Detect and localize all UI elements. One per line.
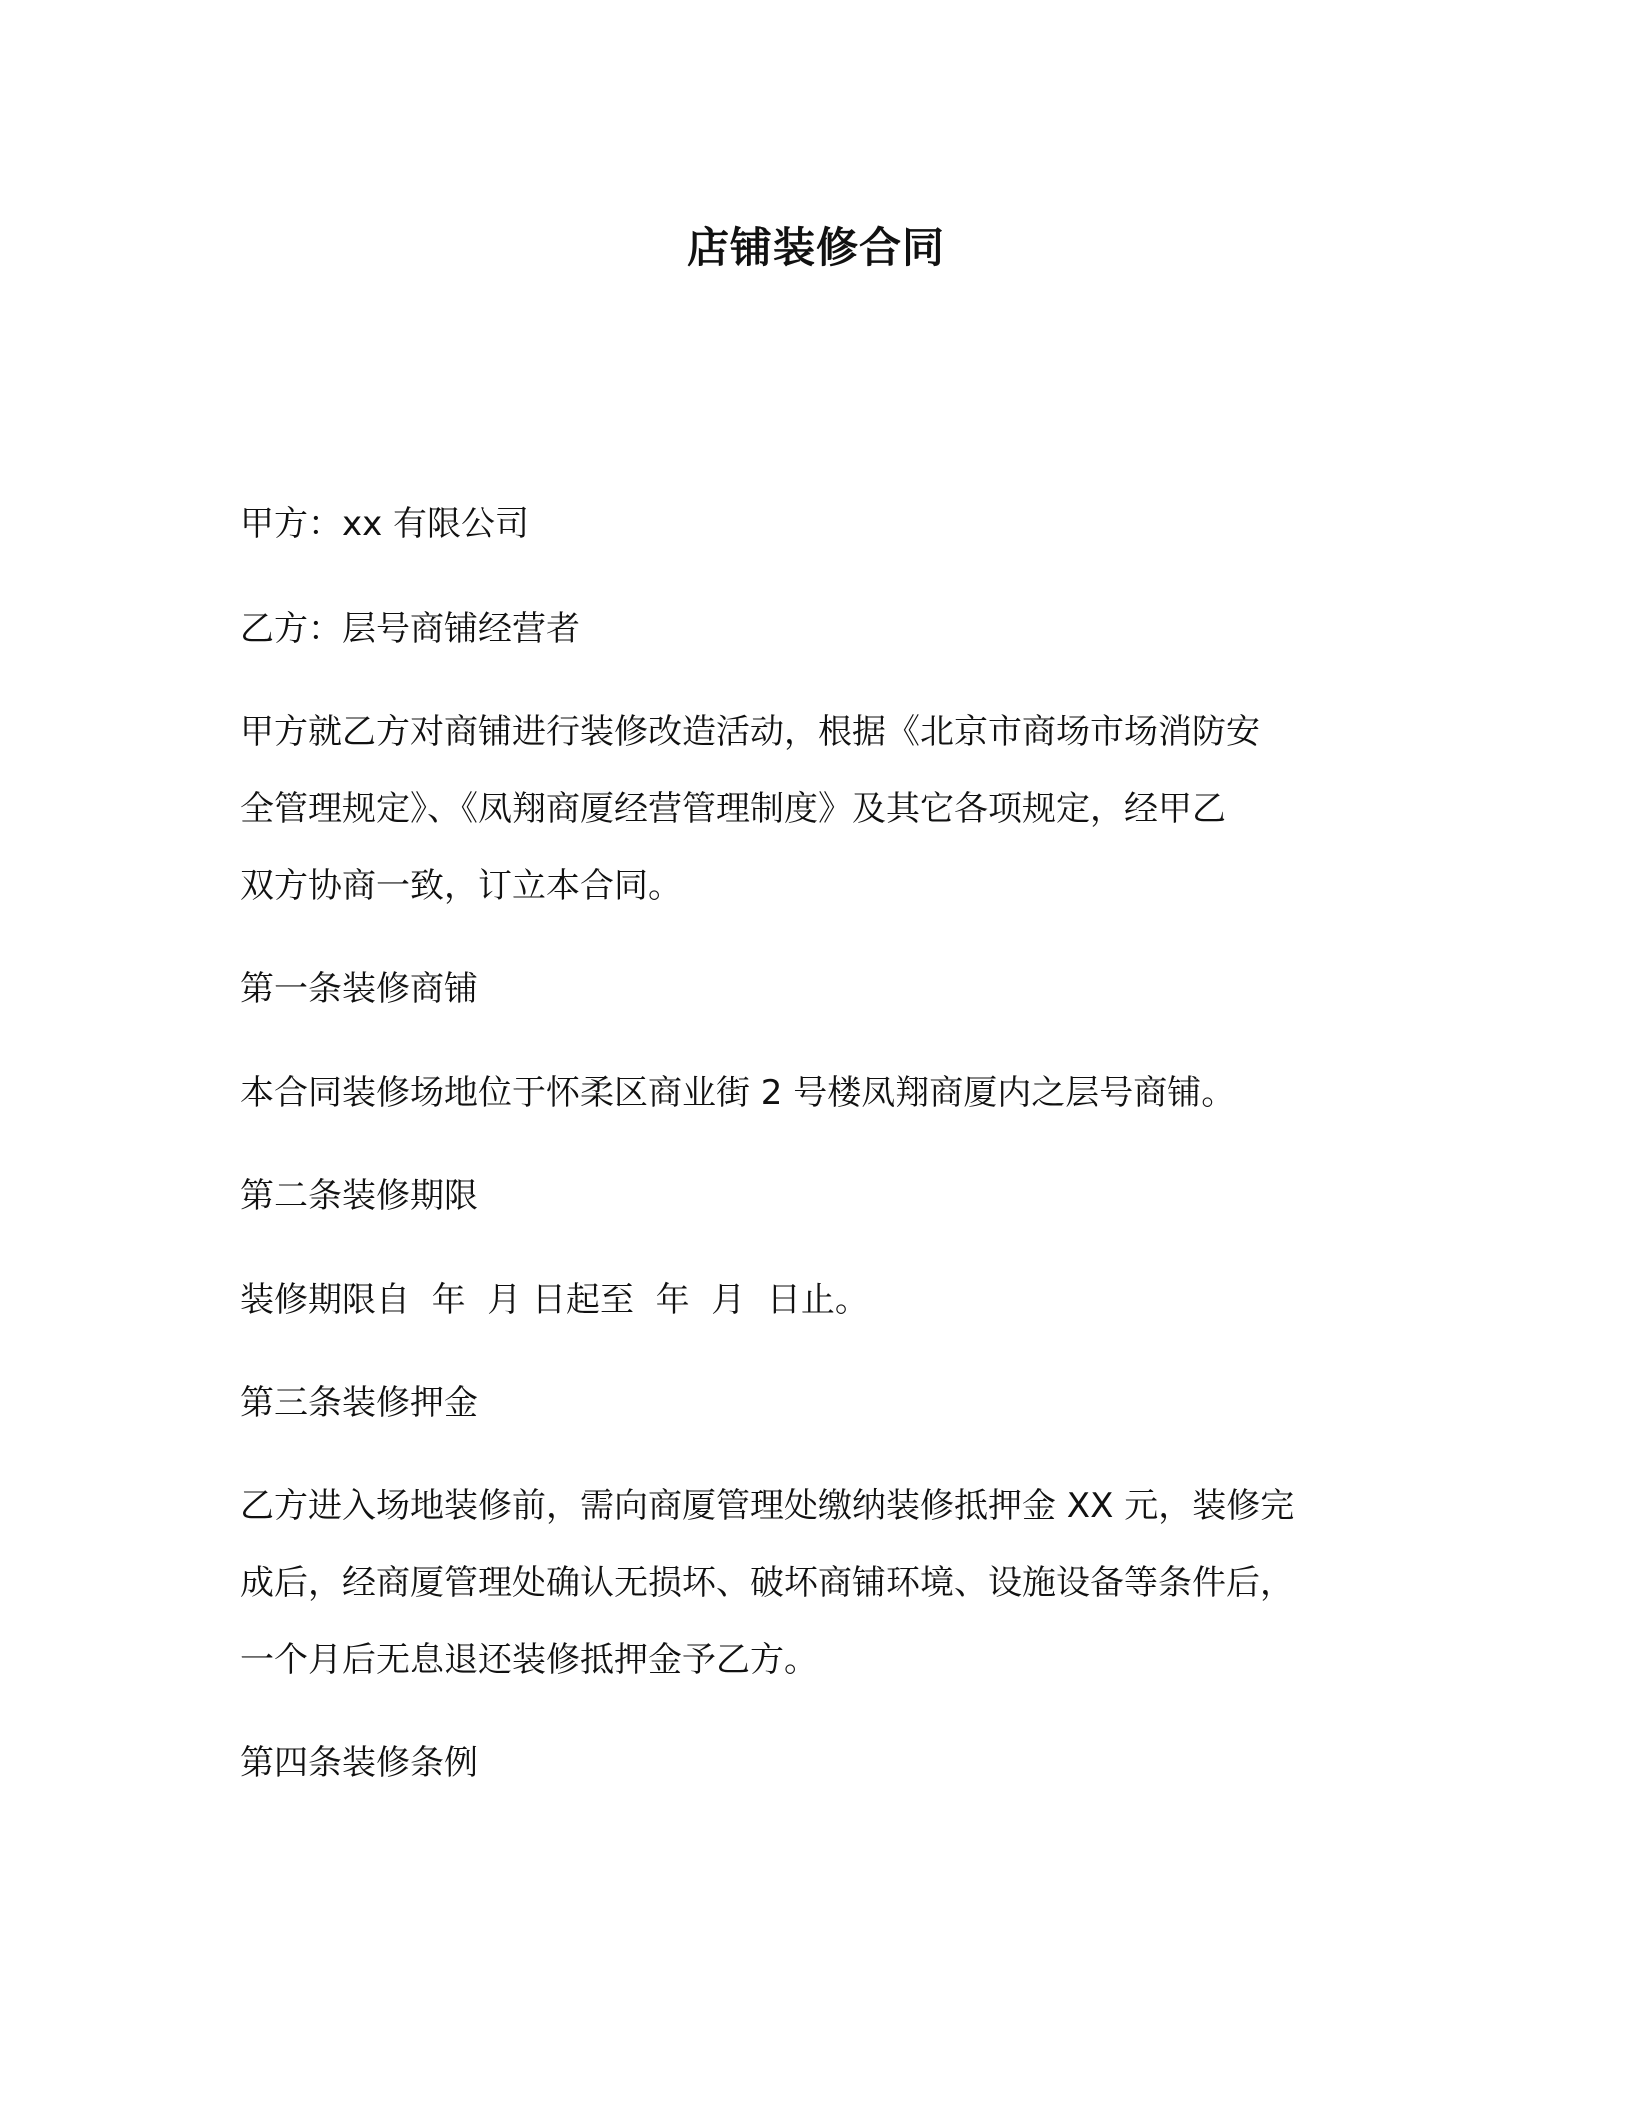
intro-line-1: 甲方就乙方对商铺进行装修改造活动，根据《北京市商场市场消防安 [240, 712, 1260, 752]
party-a-line: 甲方：xx 有限公司 [240, 504, 530, 544]
document-title: 店铺装修合同 [686, 223, 945, 272]
article3-body-line-1: 乙方进入场地装修前，需向商厦管理处缴纳装修抵押金 XX 元，装修完 [240, 1486, 1295, 1526]
article1-body: 本合同装修场地位于怀柔区商业街 2 号楼凤翔商厦内之层号商铺。 [240, 1073, 1236, 1113]
intro-line-3: 双方协商一致，订立本合同。 [240, 866, 682, 906]
article2-heading: 第二条装修期限 [240, 1176, 478, 1216]
article4-heading: 第四条装修条例 [240, 1743, 478, 1783]
article3-body-line-2: 成后，经商厦管理处确认无损坏、破坏商铺环境、设施设备等条件后， [240, 1563, 1294, 1603]
article2-body: 装修期限自 年 月 日起至 年 月 日止。 [240, 1280, 869, 1320]
article3-body-line-3: 一个月后无息退还装修抵押金予乙方。 [240, 1640, 818, 1680]
article3-heading: 第三条装修押金 [240, 1383, 478, 1423]
party-b-line: 乙方：层号商铺经营者 [240, 609, 580, 649]
intro-line-2: 全管理规定》、《凤翔商厦经营管理制度》及其它各项规定，经甲乙 [240, 789, 1226, 829]
article1-heading: 第一条装修商铺 [240, 969, 478, 1009]
